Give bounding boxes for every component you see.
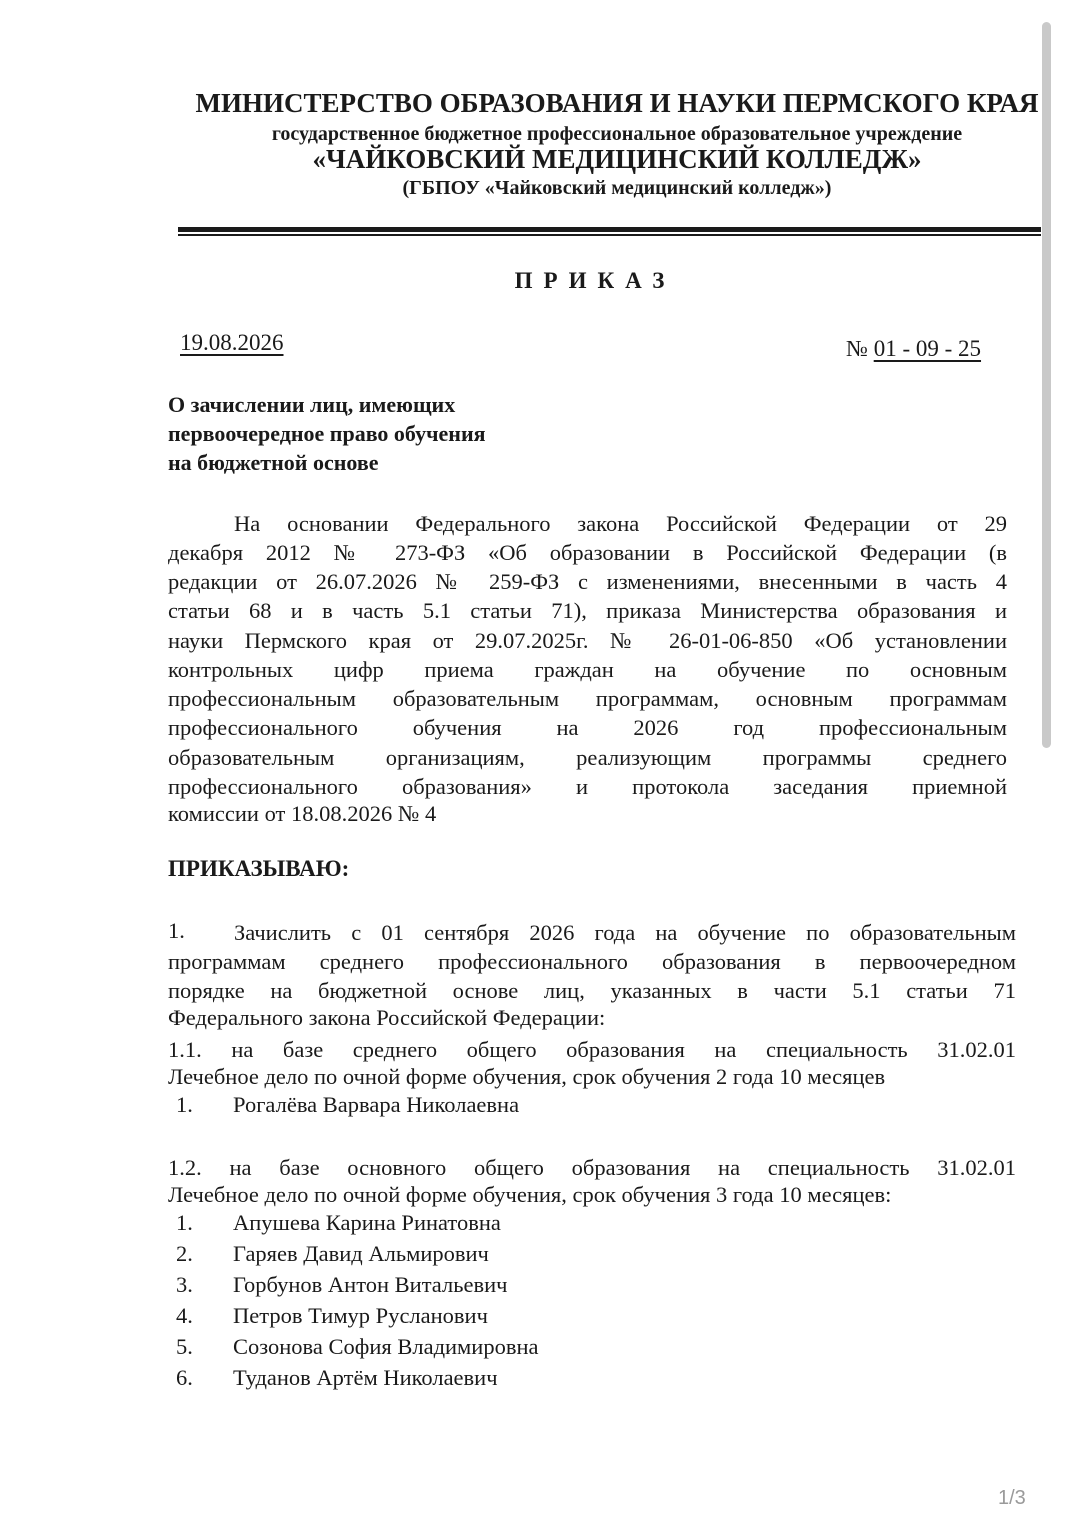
- student-number: 1.: [176, 1210, 193, 1235]
- header-divider-thin: [178, 234, 1041, 236]
- vertical-scrollbar[interactable]: [1042, 22, 1051, 748]
- student-number: 2.: [176, 1241, 193, 1266]
- subject-line: на бюджетной основе: [168, 450, 379, 475]
- basis-line: редакции от 26.07.2026 № 259-ФЗ с изменениями, внесенными в часть 4: [168, 569, 1007, 594]
- clause-number: 1.: [168, 918, 185, 943]
- student-number: 3.: [176, 1272, 193, 1297]
- basis-line: профессионального образования» и протокола заседания приемной: [168, 774, 1007, 799]
- order-number-prefix: №: [846, 336, 868, 361]
- subclause-line: Лечебное дело по очной форме обучения, срок обучения 3 года 10 месяцев:: [168, 1182, 892, 1207]
- order-number: [846, 336, 981, 362]
- basis-line: комиссии от 18.08.2026 № 4: [168, 801, 437, 826]
- basis-line: декабря 2012 № 273-ФЗ «Об образовании в Российской Федерации (в: [168, 540, 1007, 565]
- basis-line: На основании Федерального закона Российской Федерации от 29: [234, 511, 1007, 536]
- student-name: Апушева Карина Ринатовна: [233, 1210, 501, 1235]
- clause-line: программам среднего профессионального образования в первоочередном: [168, 949, 1016, 974]
- college-abbreviation: (ГБПОУ «Чайковский медицинский колледж»): [402, 177, 832, 199]
- basis-line: статьи 68 и в часть 5.1 статьи 71), приказа Министерства образования и: [168, 598, 1007, 623]
- basis-line: образовательным организациям, реализующим программы среднего: [168, 745, 1007, 770]
- student-number: 5.: [176, 1334, 193, 1359]
- order-date: 19.08.2026: [180, 330, 284, 355]
- basis-line: профессионального обучения на 2026 год профессиональным: [168, 715, 1007, 740]
- student-name: Горбунов Антон Витальевич: [233, 1272, 508, 1297]
- student-number: 4.: [176, 1303, 193, 1328]
- clause-line: порядке на бюджетной основе лиц, указанных в части 5.1 статьи 71: [168, 978, 1016, 1003]
- clause-line: Зачислить с 01 сентября 2026 года на обучение по образовательным: [234, 920, 1016, 945]
- student-name: Петров Тимур Русланович: [233, 1303, 488, 1328]
- subclause-line: Лечебное дело по очной форме обучения, срок обучения 2 года 10 месяцев: [168, 1064, 886, 1089]
- student-name: Туданов Артём Николаевич: [233, 1365, 498, 1390]
- subject-line: О зачислении лиц, имеющих: [168, 392, 456, 417]
- basis-line: контрольных цифр приема граждан на обучение по основным: [168, 657, 1007, 682]
- institution-type: государственное бюджетное профессиональное образовательное учреждение: [271, 123, 963, 145]
- order-number-value: 01 - 09 - 25: [873, 336, 982, 361]
- basis-line: профессиональным образовательным программам, основным программам: [168, 686, 1007, 711]
- order-title: ПРИКАЗ: [514, 268, 676, 293]
- student-number: 1.: [176, 1092, 193, 1117]
- page-indicator: 1/3: [998, 1487, 1026, 1509]
- command-heading: ПРИКАЗЫВАЮ:: [168, 856, 350, 881]
- student-number: 6.: [176, 1365, 193, 1390]
- subject-line: первоочередное право обучения: [168, 421, 486, 446]
- subclause-line: 1.2. на базе основного общего образования на специальность 31.02.01: [168, 1155, 1016, 1180]
- college-name: «ЧАЙКОВСКИЙ МЕДИЦИНСКИЙ КОЛЛЕДЖ»: [312, 144, 922, 174]
- clause-line: Федерального закона Российской Федерации:: [168, 1005, 606, 1030]
- student-name: Рогалёва Варвара Николаевна: [233, 1092, 520, 1117]
- subclause-line: 1.1. на базе среднего общего образования на специальность 31.02.01: [168, 1037, 1016, 1062]
- student-name: Созонова София Владимировна: [233, 1334, 539, 1359]
- header-divider-thick: [178, 227, 1041, 232]
- basis-line: науки Пермского края от 29.07.2025г. № 26-01-06-850 «Об установлении: [168, 628, 1007, 653]
- ministry-heading: МИНИСТЕРСТВО ОБРАЗОВАНИЯ И НАУКИ ПЕРМСКОГО КРАЯ: [195, 88, 1039, 118]
- student-name: Гаряев Давид Альмирович: [233, 1241, 489, 1266]
